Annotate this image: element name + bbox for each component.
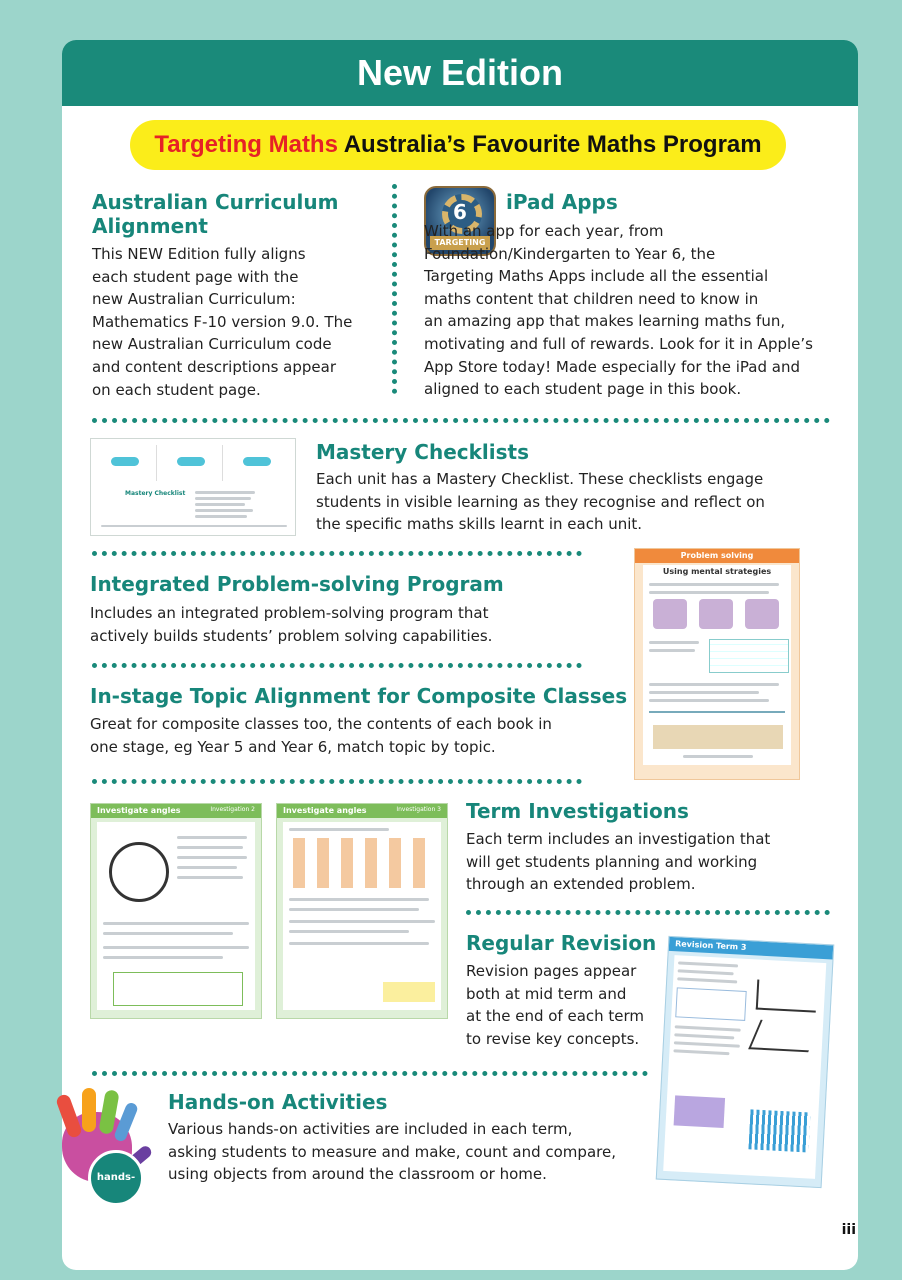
revision-title: Regular Revision: [466, 931, 657, 955]
ipad-line: With an app for each year, from: [424, 222, 664, 240]
curriculum-line: new Australian Curriculum:: [92, 290, 296, 309]
hand-icon: [48, 1090, 158, 1233]
ipad-line: aligned to each student page in this book.: [424, 380, 742, 399]
ipad-line: Foundation/Kindergarten to Year 6, the: [424, 244, 716, 263]
ipad-body: [424, 220, 844, 401]
mastery-line: Each unit has a Mastery Checklist. These checklists engage: [316, 470, 764, 488]
revision-line: at the end of each term: [466, 1007, 645, 1026]
page-number: iii: [841, 1222, 856, 1238]
revision-thumbnail: [656, 936, 835, 1188]
problem-thumb-page: [643, 565, 791, 765]
mastery-cell-2: [161, 445, 223, 481]
curriculum-line: new Australian Curriculum code: [92, 335, 332, 354]
divider-1: [92, 418, 830, 423]
investigation-thumbnail-1: [90, 803, 262, 1019]
curriculum-body: [92, 243, 382, 401]
term-title: Term Investigations: [466, 799, 689, 823]
term-line: Each term includes an investigation that: [466, 830, 771, 848]
ipad-line: motivating and full of rewards. Look for it in Apple’s: [424, 334, 813, 353]
revision-body: [466, 960, 666, 1050]
term-line: will get students planning and working: [466, 852, 758, 871]
divider-6: [92, 1071, 648, 1076]
problem-solving-thumbnail: [634, 548, 800, 780]
investigation-thumb2-tag: Investigation 3: [396, 806, 441, 813]
mastery-line: the specific maths skills learnt in each unit.: [316, 515, 643, 534]
hands-line: Various hands-on activities are included in each term,: [168, 1120, 573, 1138]
instage-title: In-stage Topic Alignment for Composite Classes: [90, 684, 628, 708]
curriculum-line: This NEW Edition fully aligns: [92, 245, 306, 263]
revision-line: Revision pages appear: [466, 962, 637, 980]
mastery-thumb-label: Mastery Checklist: [125, 490, 186, 497]
mastery-title: Mastery Checklists: [316, 440, 530, 464]
problem-line: actively builds students’ problem solving capabilities.: [90, 626, 493, 645]
term-body: [466, 828, 806, 896]
curriculum-line: on each student page.: [92, 380, 261, 399]
problem-thumb-subtitle: Using mental strategies: [662, 567, 772, 576]
mastery-cell-3: [227, 445, 289, 481]
hands-title: Hands-on Activities: [168, 1090, 388, 1114]
hands-on-badge: hands-on: [88, 1150, 144, 1206]
revision-line: to revise key concepts.: [466, 1029, 640, 1048]
divider-2: [92, 551, 582, 556]
ipad-title: iPad Apps: [506, 190, 618, 214]
investigation-thumb1-title: Investigate angles: [91, 804, 261, 818]
divider-5: [466, 910, 830, 915]
revision-line: both at mid term and: [466, 984, 627, 1003]
clock-icon: [109, 842, 169, 902]
divider-4: [92, 779, 582, 784]
curriculum-line: each student page with the: [92, 267, 299, 286]
hands-line: using objects from around the classroom or home.: [168, 1165, 547, 1184]
mastery-line: students in visible learning as they recognise and reflect on: [316, 492, 765, 511]
curriculum-line: and content descriptions appear: [92, 357, 336, 376]
ipad-line: App Store today! Made especially for the iPad and: [424, 357, 800, 376]
problem-title: Integrated Problem-solving Program: [90, 572, 504, 596]
curriculum-title-line2: Alignment: [92, 214, 208, 238]
hands-body: [168, 1118, 658, 1186]
problem-line: Includes an integrated problem-solving program that: [90, 604, 489, 622]
hands-line: asking students to measure and make, count and compare,: [168, 1142, 616, 1161]
vertical-divider: [392, 184, 397, 394]
investigation-thumbnail-2: [276, 803, 448, 1019]
investigation-thumb1-tag: Investigation 2: [210, 806, 255, 813]
tagline-brand: Targeting Maths: [154, 131, 338, 158]
curriculum-line: Mathematics F-10 version 9.0. The: [92, 312, 353, 331]
app-number: 6: [453, 200, 467, 224]
ipad-line: maths content that children need to know in: [424, 289, 759, 308]
curriculum-title-line1: Australian Curriculum: [92, 190, 339, 214]
mastery-cell-1: [95, 445, 157, 481]
instage-line: one stage, eg Year 5 and Year 6, match topic by topic.: [90, 737, 496, 756]
divider-3: [92, 663, 582, 668]
instage-body: [90, 713, 610, 758]
ipad-line: Targeting Maths Apps include all the essential: [424, 267, 769, 286]
term-line: through an extended problem.: [466, 875, 696, 894]
app-badge: TARGETING: [430, 236, 490, 250]
mastery-body: [316, 468, 816, 536]
tagline-text: Australia’s Favourite Maths Program: [343, 131, 762, 158]
banner-title: New Edition: [62, 40, 858, 106]
mastery-thumbnail: [90, 438, 296, 536]
revision-thumb-title: Revision Term 3: [669, 937, 834, 960]
investigation-thumb2-title: Investigate angles: [277, 804, 447, 818]
curriculum-title: [92, 190, 338, 238]
problem-thumb-title: Problem solving: [635, 549, 799, 563]
tagline-pill: [130, 120, 786, 170]
problem-body: [90, 602, 610, 647]
ipad-line: an amazing app that makes learning maths fun,: [424, 312, 786, 331]
instage-line: Great for composite classes too, the contents of each book in: [90, 715, 552, 733]
